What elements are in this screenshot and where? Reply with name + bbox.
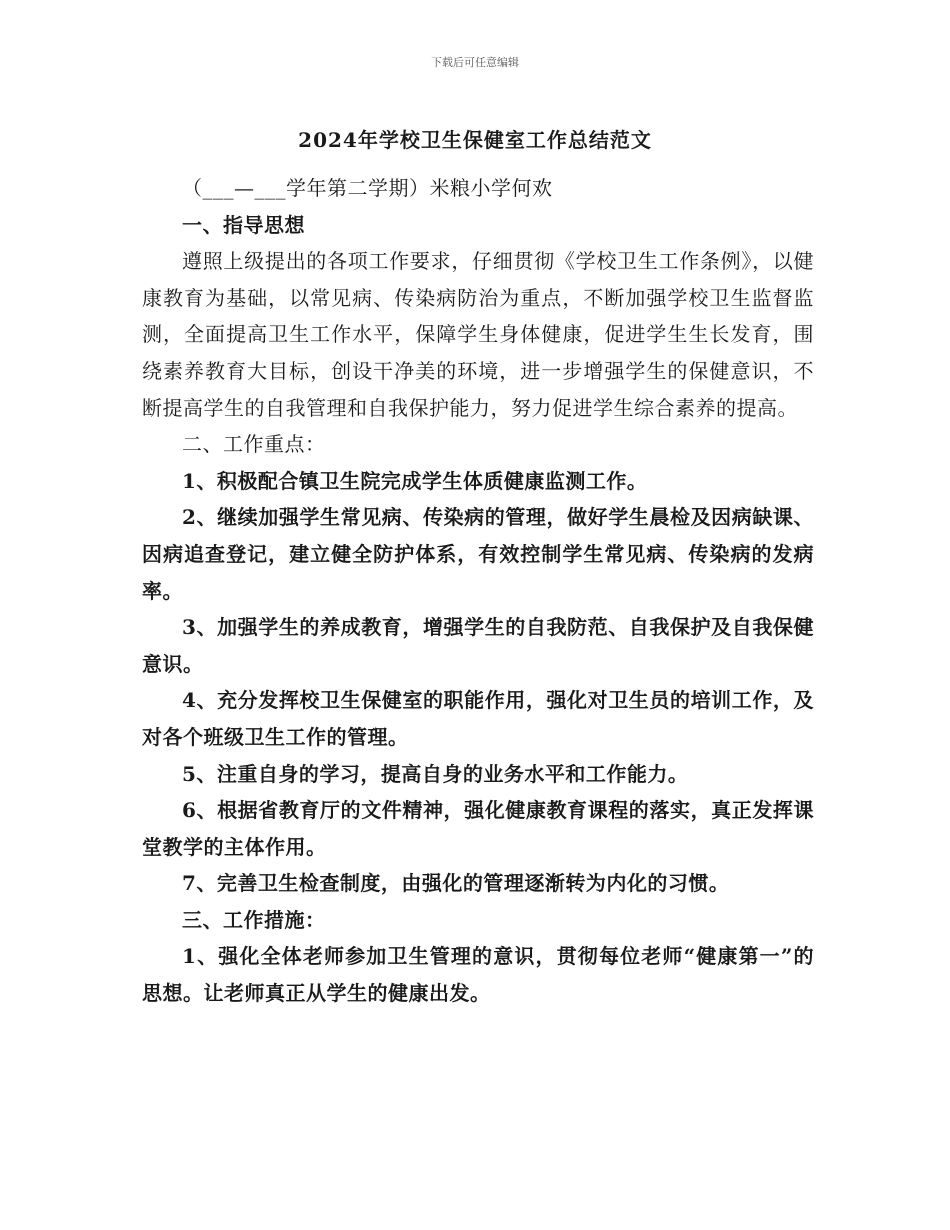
work-measures-item-1: 1、强化全体老师参加卫生管理的意识，贯彻每位老师“健康第一”的思想。让老师真正从学生的健康出发。	[142, 944, 814, 1006]
work-focus-item-6: 6、根据省教育厅的文件精神，强化健康教育课程的落实，真正发挥课堂教学的主体作用。	[142, 798, 814, 859]
work-focus-item-2: 2、继续加强学生常见病、传染病的管理，做好学生晨检及因病缺课、因病追查登记，建立健全防护体系，有效控制学生常见病、传染病的发病率。	[142, 505, 814, 603]
work-focus-item-5: 5、注重自身的学习，提高自身的业务水平和工作能力。	[182, 761, 689, 786]
work-focus-item-7: 7、完善卫生检查制度，由强化的管理逐渐转为内化的习惯。	[182, 871, 730, 896]
section-heading-work-focus: 二、工作重点：	[182, 432, 326, 457]
document-body	[142, 170, 814, 1012]
subtitle-line: （___—___学年第二学期）米粮小学何欢	[182, 176, 553, 200]
work-focus-item-4: 4、充分发挥校卫生保健室的职能作用，强化对卫生员的培训工作，及对各个班级卫生工作的管理。	[142, 688, 814, 749]
work-focus-item-1: 1、积极配合镇卫生院完成学生体质健康监测工作。	[182, 468, 648, 493]
section-heading-guiding-ideology: 一、指导思想	[182, 212, 305, 237]
work-focus-item-3: 3、加强学生的养成教育，增强学生的自我防范、自我保护及自我保健意识。	[142, 615, 814, 676]
header-note: 下载后可任意编辑	[431, 56, 519, 69]
document-title: 2024年学校卫生保健室工作总结范文	[298, 128, 652, 152]
section-heading-work-measures: 三、工作措施：	[182, 907, 326, 932]
paragraph-guiding-ideology: 遵照上级提出的各项工作要求，仔细贯彻《学校卫生工作条例》，以健康教育为基础，以常见病、传染病防治为重点，不断加强学校卫生监督监测，全面提高卫生工作水平，保障学生身体健康，促进学生生长发育，围绕素养教育大目标，创设干净美的环境，进一步增强学生的保健意识，不断提高学生的自我管理和自我保护能力，努力促进学生综合素养的提高。	[142, 249, 814, 420]
